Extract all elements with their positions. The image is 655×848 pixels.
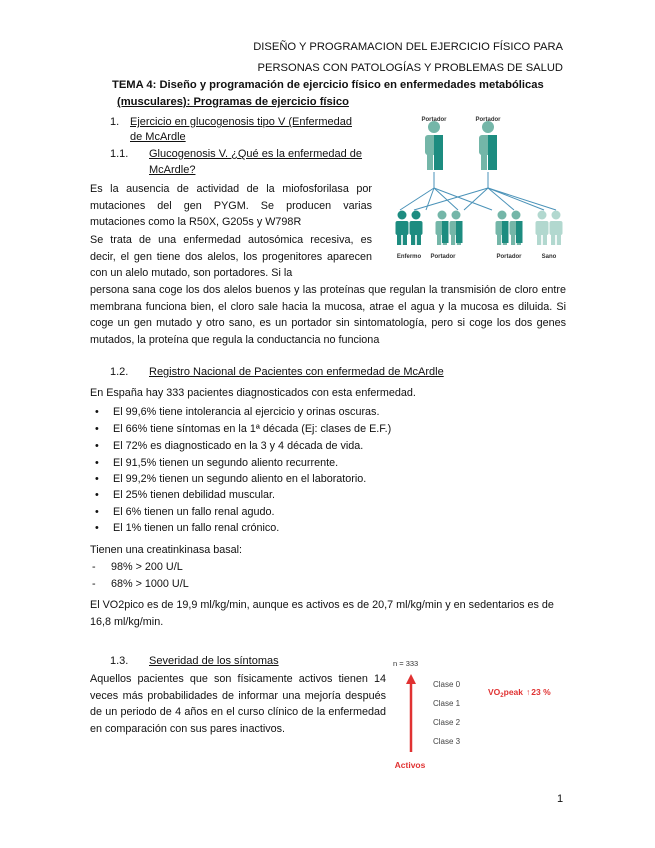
child-carrier-1-icon [436, 211, 463, 246]
list-item: • El 99,6% tiene intolerancia al ejercicio y orinas oscuras. [95, 406, 380, 418]
up-arrow-icon [406, 674, 416, 684]
vo2peak-improvement-label: $VO_2peak$ ↑23 % [488, 687, 551, 699]
class-label-3: Clase 3 [433, 737, 461, 746]
creatine-kinase-intro: Tienen una creatinkinasa basal: [90, 544, 243, 556]
list-item: • El 66% tiene síntomas en la 1ª década (Ej: clases de E.F.) [95, 423, 392, 435]
inheritance-diagram [388, 108, 570, 264]
top-label-right: Portador [475, 117, 501, 123]
section-1-3-number: 1.3. [110, 655, 129, 667]
inheritance-paragraph-part-2: persona sana coge los dos alelos buenos y las proteínas que regulan la transmisión de cloro entre membrana funciona bien, el cloro sale hacia la mucosa, atrae el agua y la mucosa es diluida. Si coge un gen mutado y otro sano, es un portador sin sintomatología, pero si coge los dos genes mutados, la proteína que regula la conductancia no funciona [90, 284, 566, 346]
vo2-paragraph: El VO2pico es de 19,9 ml/kg/min, aunque es activos es de 20,7 ml/kg/min y en sedentarios es de 16,8 ml/kg/min. [90, 599, 554, 628]
section-1-title-line-2: de McArdle [130, 131, 186, 143]
section-1-1-title-line-2: McArdle? [149, 164, 196, 176]
bottom-label-carrier-1: Portador [430, 254, 456, 260]
bottom-label-healthy: Sano [541, 254, 557, 260]
section-1-title-line-1: Ejercicio en glucogenosis tipo V (Enfermedad [130, 116, 352, 128]
list-item: • El 72% es diagnosticado en la 3 y 4 década de vida. [95, 440, 364, 452]
document-header-line-2: PERSONAS CON PATOLOGÍAS Y PROBLEMAS DE SALUD [257, 62, 563, 74]
section-1-1-title-line-1: Glucogenosis V. ¿Qué es la enfermedad de [149, 148, 363, 160]
top-label-left: Portador [421, 117, 447, 123]
child-affected-icon [396, 211, 423, 246]
section-1-1-number: 1.1. [110, 148, 129, 160]
list-item: • El 25% tienen debilidad muscular. [95, 489, 276, 501]
class-label-1: Clase 1 [433, 699, 461, 708]
document-header-line-1: DISEÑO Y PROGRAMACION DEL EJERCICIO FÍSICO PARA [253, 41, 563, 53]
registry-intro: En España hay 333 pacientes diagnosticados con esta enfermedad. [90, 387, 416, 399]
list-item: - 68% > 1000 U/L [92, 578, 189, 590]
bottom-label-affected: Enfermo [396, 254, 422, 260]
parent-carrier-left-icon [425, 121, 443, 170]
sample-size-label: n = 333 [393, 659, 419, 668]
inheritance-lines [400, 172, 556, 210]
list-item: • El 99,2% tienen un segundo aliento en el laboratorio. [95, 473, 367, 485]
section-1-2-number: 1.2. [110, 366, 129, 378]
mcardle-definition-paragraph: Es la ausencia de actividad de la miofosforilasa por mutaciones del gen PYGM. Se producen varias mutaciones como la R50X, G205s y W798R [90, 183, 372, 229]
topic-title-line-1: TEMA 4: Diseño y programación de ejercicio físico en enfermedades metabólicas [112, 79, 544, 91]
list-item: • El 6% tienen un fallo renal agudo. [95, 506, 275, 518]
section-1-2-title: Registro Nacional de Pacientes con enfermedad de McArdle [149, 366, 444, 378]
inheritance-paragraph-part-1: Se trata de una enfermedad autosómica recesiva, es decir, el gen tiene dos alelos, los progenitores aparecen con un alelo mutado, son portadores. Si la [90, 234, 372, 280]
section-1-3-title: Severidad de los síntomas [149, 655, 279, 667]
activos-label: Activos [394, 760, 426, 770]
class-label-0: Clase 0 [433, 680, 461, 689]
list-item: • El 91,5% tienen un segundo aliento recurrente. [95, 457, 339, 469]
child-carrier-2-icon [496, 211, 523, 246]
topic-title-line-2: (musculares): Programas de ejercicio físico [117, 96, 349, 108]
severity-diagram [388, 654, 572, 774]
class-label-2: Clase 2 [433, 718, 461, 727]
parent-carrier-right-icon [479, 121, 497, 170]
list-item: • El 1% tienen un fallo renal crónico. [95, 522, 280, 534]
severity-paragraph: Aquellos pacientes que son físicamente activos tienen 14 veces más probabilidades de informar una mejoría después de un periodo de 4 años en el curso clínico de la enfermedad en comparación con sus pares inactivos. [90, 673, 386, 735]
list-item: - 98% > 200 U/L [92, 561, 183, 573]
child-healthy-icon [536, 211, 563, 246]
bottom-label-carrier-2: Portador [496, 254, 522, 260]
page-number: 1 [557, 793, 564, 805]
section-1-number: 1. [110, 116, 120, 128]
